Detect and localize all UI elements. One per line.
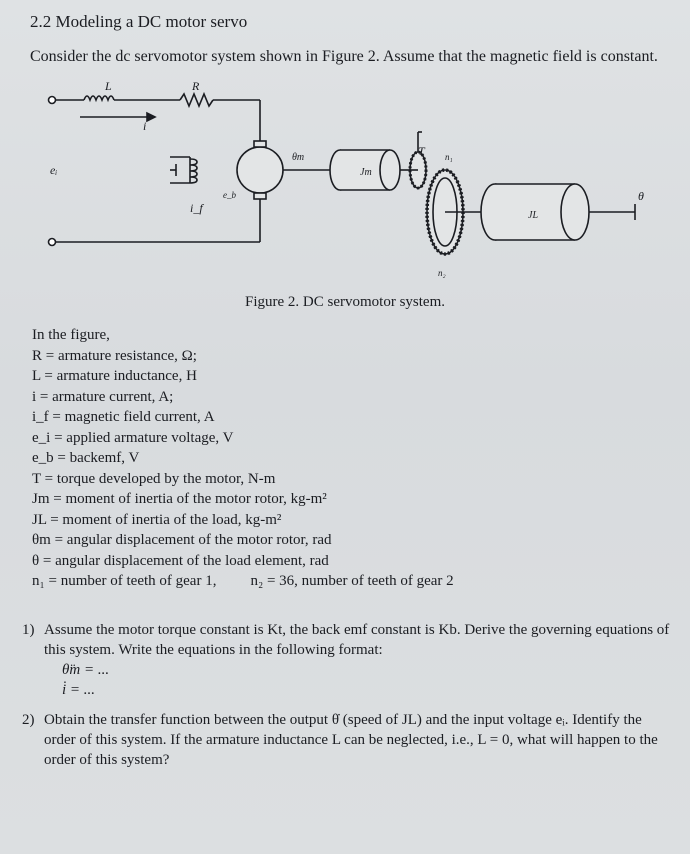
question-1-eq1: θ̈m = ... (62, 662, 110, 678)
question-1-eq2: i̇ = ... (62, 682, 96, 698)
label-if: i_f (190, 201, 203, 215)
definition-item: θ = angular displacement of the load element, rad (32, 552, 329, 569)
field-winding (170, 157, 197, 183)
label-L: L (105, 79, 112, 93)
section-title: 2.2 Modeling a DC motor servo (30, 12, 248, 31)
label-n1: n₁ (445, 152, 453, 162)
label-JL: JL (528, 210, 538, 221)
input-terminal-bottom (49, 239, 56, 246)
resistor-symbol (180, 94, 213, 106)
gear1-definition: n₁ = number of teeth of gear 1, (32, 573, 217, 589)
definitions-intro: In the figure, (32, 327, 110, 343)
label-theta-m: θm (292, 152, 305, 163)
question-1-text: Assume the motor torque constant is Kt, the back emf constant is Kb. Derive the governing equations of this system. Write the equations in the following format: (44, 622, 670, 658)
gear2-definition: n₂ = 36, number of teeth of gear 2 (250, 573, 454, 589)
label-ei: eᵢ (50, 163, 58, 177)
definition-item: i_f = magnetic field current, A (32, 409, 215, 425)
label-n2: n₂ (438, 268, 446, 278)
definition-item: e_b = backemf, V (32, 450, 140, 466)
motor-armature (237, 141, 283, 199)
question-1 (22, 620, 672, 700)
definition-item: e_i = applied armature voltage, V (32, 429, 234, 446)
label-i: i (143, 119, 147, 133)
question-2-number: 2) (22, 712, 35, 728)
definition-item: i = armature current, A; (32, 388, 174, 405)
label-Jm: Jm (360, 167, 372, 178)
question-2 (22, 710, 672, 770)
definition-item: L = armature inductance, H (32, 368, 197, 384)
label-T: T (418, 144, 425, 158)
label-R: R (192, 79, 200, 93)
definition-item: θm = angular displacement of the motor rotor, rad (32, 532, 332, 548)
input-terminal-top (49, 97, 56, 104)
figure-caption: Figure 2. DC servomotor system. (245, 294, 445, 310)
definitions-list (32, 325, 454, 592)
definition-item: Jm = moment of inertia of the motor rotor, kg-m² (32, 491, 327, 507)
servomotor-diagram (40, 72, 660, 287)
question-2-text: Obtain the transfer function between the output θ̇ (speed of JL) and the input voltage eᵢ. Identify the order of this system. If the armature inductance L can be neglected, i.e., L = 0, what will happen to the order of this system? (44, 712, 658, 768)
label-eb: e_b (223, 190, 236, 200)
definition-item: JL = moment of inertia of the load, kg-m² (32, 511, 282, 528)
label-theta: θ (638, 189, 644, 203)
inductor-symbol (84, 96, 114, 100)
definition-item: T = torque developed by the motor, N-m (32, 470, 276, 487)
definition-item: R = armature resistance, Ω; (32, 347, 197, 364)
question-1-number: 1) (22, 622, 35, 638)
intro-paragraph: Consider the dc servomotor system shown in Figure 2. Assume that the magnetic field is constant. (30, 48, 658, 65)
gear-definitions (32, 571, 454, 592)
